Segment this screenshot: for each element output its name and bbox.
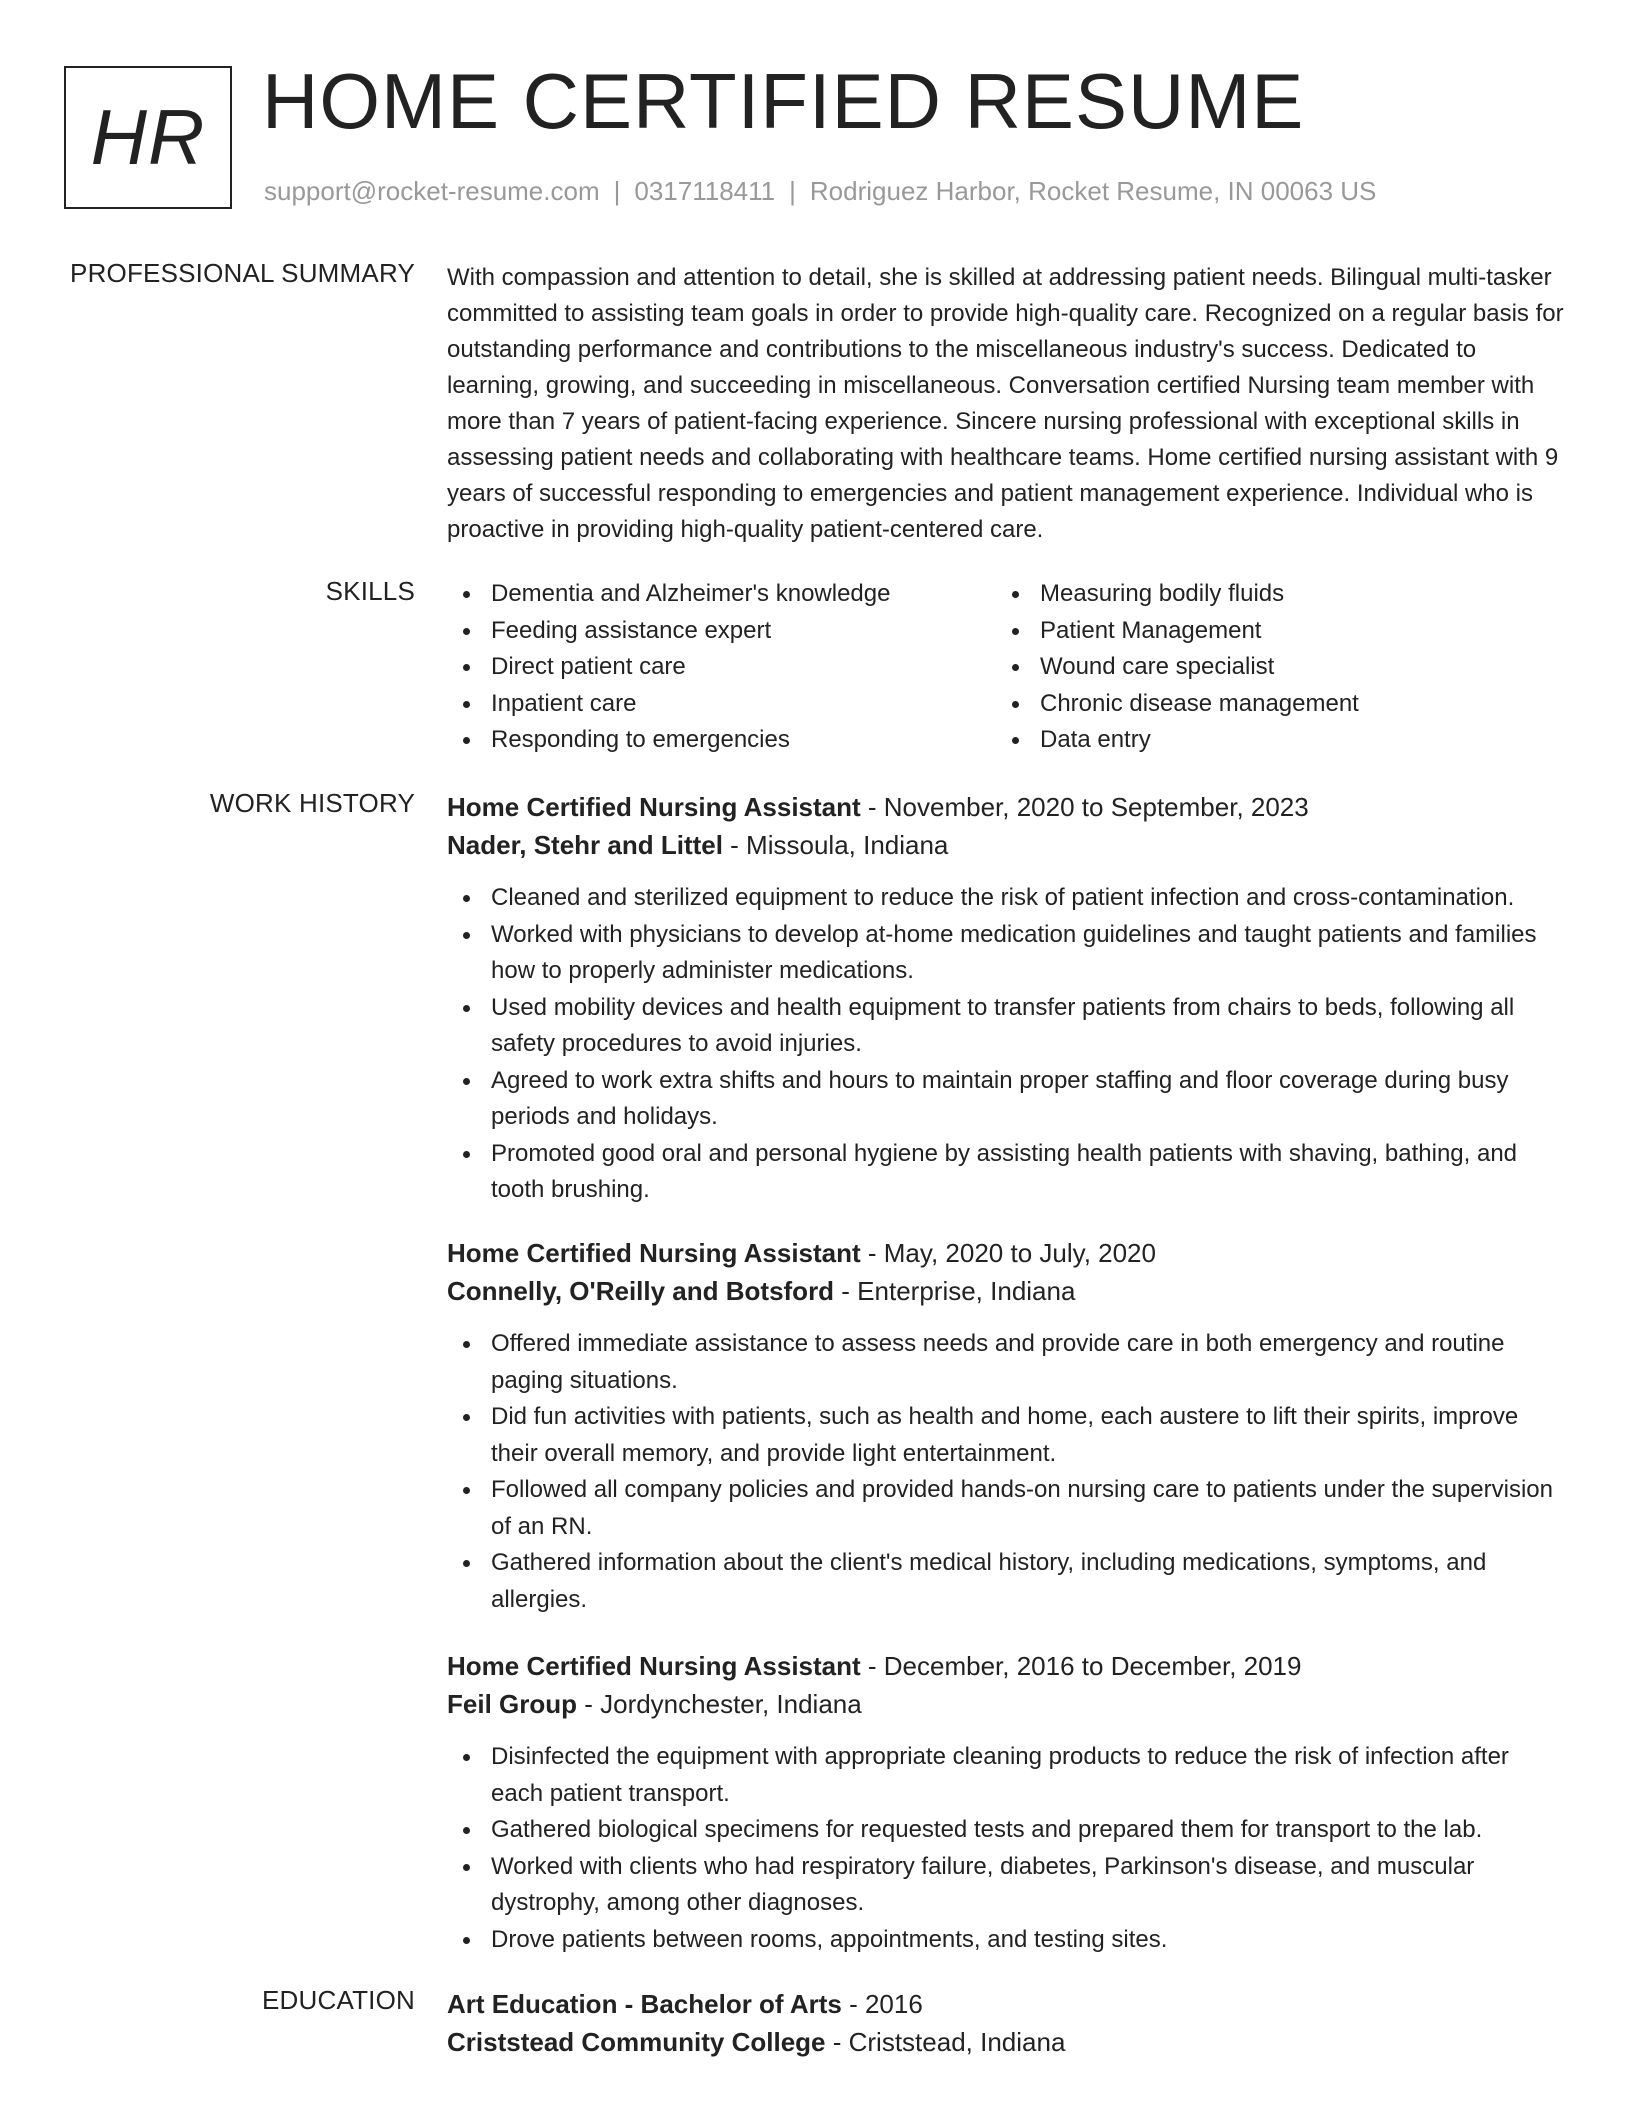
job-location: - Missoula, Indiana [722, 830, 949, 860]
job-bullet: Used mobility devices and health equipment to transfer patients from chairs to beds, following all safety procedures to avoid injuries. [447, 990, 1567, 1063]
skill-item: Inpatient care [447, 686, 996, 723]
work-history-label: WORK HISTORY [209, 788, 415, 818]
job-title-line [447, 788, 1567, 826]
skill-item: Direct patient care [447, 649, 996, 686]
job-bullet: Promoted good oral and personal hygiene by assisting health patients with shaving, bathing, and tooth brushing. [447, 1136, 1567, 1209]
job-entry [447, 1234, 1567, 1618]
job-bullet: Gathered information about the client's medical history, including medications, symptoms, and allergies. [447, 1545, 1567, 1618]
job-bullet: Followed all company policies and provided hands-on nursing care to patients under the supervision of an RN. [447, 1472, 1567, 1545]
monogram-initials: HR [90, 93, 206, 181]
job-dates: - May, 2020 to July, 2020 [860, 1238, 1156, 1268]
education-degree-line [447, 1985, 1567, 2023]
job-company-line [447, 1685, 1567, 1723]
job-bullet: Worked with physicians to develop at-home medication guidelines and taught patients and families how to properly administer medications. [447, 917, 1567, 990]
job-location: - Enterprise, Indiana [834, 1276, 1076, 1306]
job-bullets [447, 880, 1567, 1209]
work-history-body [447, 788, 1567, 1953]
education-school: Criststead Community College [447, 2027, 826, 2057]
job-bullet: Disinfected the equipment with appropriate cleaning products to reduce the risk of infection after each patient transport. [447, 1739, 1567, 1812]
job-entry [447, 788, 1567, 1209]
job-title: Home Certified Nursing Assistant [447, 792, 861, 822]
resume-name: HOME CERTIFIED RESUME [262, 57, 1305, 145]
skill-item: Patient Management [996, 613, 1545, 650]
contact-separator: | [789, 176, 796, 206]
job-bullet: Agreed to work extra shifts and hours to maintain proper staffing and floor coverage during busy periods and holidays. [447, 1063, 1567, 1136]
contact-line [264, 176, 1376, 207]
job-title-line [447, 1647, 1567, 1685]
job-bullet: Worked with clients who had respiratory failure, diabetes, Parkinson's disease, and muscular dystrophy, among other diagnoses. [447, 1849, 1567, 1922]
monogram-box [64, 66, 232, 209]
job-bullet: Gathered biological specimens for requested tests and prepared them for transport to the lab. [447, 1812, 1567, 1849]
skills-column-left [447, 576, 996, 759]
summary-text: With compassion and attention to detail, she is skilled at addressing patient needs. Bilingual multi-tasker committed to assisting team goals in order to provide high-quality care. Recognized on a regular basis for outstanding performance and contributions to the miscellaneous industry's success. Dedicated to learning, growing, and succeeding in miscellaneous. Conversation certified Nursing team member with more than 7 years of patient-facing experience. Sincere nursing professional with exceptional skills in assessing patient needs and collaborating with healthcare teams. Home certified nursing assistant with 9 years of successful responding to emergencies and patient management experience. Individual who is proactive in providing high-quality patient-centered care. [447, 264, 1564, 543]
skills-column-right [996, 576, 1545, 759]
skills-label: SKILLS [325, 576, 415, 606]
contact-phone[interactable]: 0317118411 [634, 176, 776, 206]
job-entry [447, 1647, 1567, 1958]
job-bullet: Did fun activities with patients, such as health and home, each austere to lift their spirits, improve their overall memory, and provide light entertainment. [447, 1399, 1567, 1472]
job-dates: - November, 2020 to September, 2023 [860, 792, 1309, 822]
skills-list [447, 576, 1567, 759]
job-company-line [447, 826, 1567, 864]
contact-separator: | [613, 176, 621, 206]
education-degree: Art Education - Bachelor of Arts [447, 1989, 842, 2019]
job-bullet: Drove patients between rooms, appointments, and testing sites. [447, 1922, 1567, 1959]
education-location: - Criststead, Indiana [825, 2027, 1066, 2057]
job-bullets [447, 1739, 1567, 1958]
education-body [447, 1985, 1567, 2061]
skill-item: Data entry [996, 722, 1545, 759]
job-company: Nader, Stehr and Littel [447, 830, 723, 860]
job-company: Connelly, O'Reilly and Botsford [447, 1276, 835, 1306]
job-title: Home Certified Nursing Assistant [447, 1651, 861, 1681]
job-title-line [447, 1234, 1567, 1272]
skill-item: Measuring bodily fluids [996, 576, 1545, 613]
summary-label: PROFESSIONAL SUMMARY [70, 258, 415, 288]
skill-item: Feeding assistance expert [447, 613, 996, 650]
skill-item: Responding to emergencies [447, 722, 996, 759]
job-bullet: Cleaned and sterilized equipment to reduce the risk of patient infection and cross-contamination. [447, 880, 1567, 917]
job-bullets [447, 1326, 1567, 1618]
job-bullet: Offered immediate assistance to assess needs and provide care in both emergency and routine paging situations. [447, 1326, 1567, 1399]
job-company-line [447, 1272, 1567, 1310]
education-label: EDUCATION [262, 1985, 415, 2015]
education-year: - 2016 [841, 1989, 923, 2019]
skill-item: Chronic disease management [996, 686, 1545, 723]
contact-address: Rodriguez Harbor, Rocket Resume, IN 00063 US [809, 176, 1377, 206]
skill-item: Dementia and Alzheimer's knowledge [447, 576, 996, 613]
education-school-line [447, 2023, 1567, 2061]
skill-item: Wound care specialist [996, 649, 1545, 686]
contact-email[interactable]: support@rocket-resume.com [264, 176, 600, 206]
job-location: - Jordynchester, Indiana [577, 1689, 862, 1719]
job-dates: - December, 2016 to December, 2019 [860, 1651, 1302, 1681]
job-company: Feil Group [447, 1689, 577, 1719]
job-title: Home Certified Nursing Assistant [447, 1238, 861, 1268]
